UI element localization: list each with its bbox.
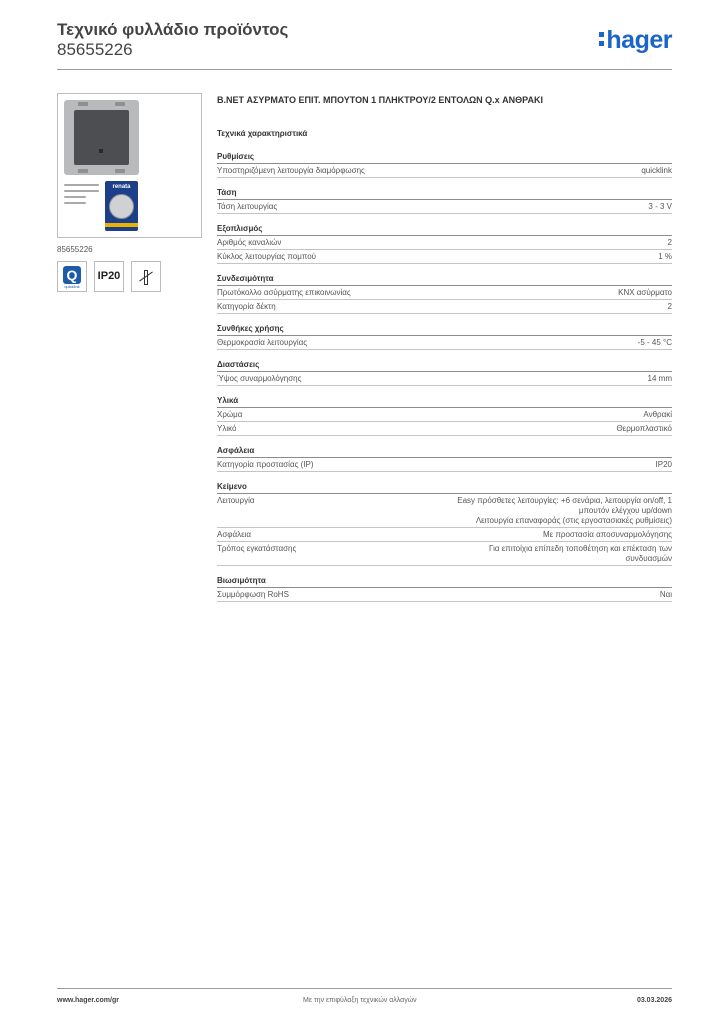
document-title: Τεχνικό φυλλάδιο προϊόντος xyxy=(57,20,289,39)
spec-label: Ύψος συναρμολόγησης xyxy=(217,374,302,383)
specs-title: Τεχνικά χαρακτηριστικά xyxy=(217,129,308,138)
spec-value xyxy=(618,288,672,298)
spec-sections xyxy=(217,151,672,602)
spec-label: Κατηγορία προστασίας (IP) xyxy=(217,460,314,469)
spec-value xyxy=(648,374,672,384)
spec-section xyxy=(217,575,672,602)
spec-section xyxy=(217,187,672,214)
spec-value-line: Easy πρόσθετες λειτουργίες: +6 σενάρια, λειτουργία on/off, 1 xyxy=(457,496,672,505)
spec-label: Πρωτόκολλο ασύρματης επικοινωνίας xyxy=(217,288,351,297)
spec-label: Χρώμα xyxy=(217,410,243,419)
spec-value-line: KNX ασύρματο xyxy=(618,288,672,297)
spec-value-line: 2 xyxy=(667,238,672,247)
logo-dots-icon xyxy=(599,32,604,50)
spec-value-line: Για επιτοίχια επίπεδη τοποθέτηση και επέκταση των xyxy=(489,544,672,553)
spec-value xyxy=(457,496,672,526)
spec-value-line: 3 - 3 V xyxy=(648,202,672,211)
product-code-label: 85655226 xyxy=(57,245,93,254)
spec-section-title: Υλικά xyxy=(217,395,672,408)
spec-section-title: Βιωσιμότητα xyxy=(217,575,672,588)
spec-section xyxy=(217,481,672,566)
footer-date: 03.03.2026 xyxy=(636,997,672,1004)
surface-mount-icon xyxy=(131,261,161,292)
spec-row xyxy=(217,200,672,214)
spec-value xyxy=(660,590,672,600)
spec-row xyxy=(217,250,672,264)
ip20-badge: IP20 xyxy=(94,261,124,292)
spec-value-line: 2 xyxy=(667,302,672,311)
spec-value-line: 14 mm xyxy=(647,374,672,383)
spec-label: Λειτουργία xyxy=(217,496,255,505)
spec-section-title: Εξοπλισμός xyxy=(217,223,672,236)
spec-row xyxy=(217,286,672,300)
spec-value xyxy=(656,460,672,470)
spec-value xyxy=(658,252,672,262)
quicklink-badge xyxy=(57,261,87,292)
spec-value-line: 1 % xyxy=(658,252,672,261)
spec-label: Υλικό xyxy=(217,424,237,433)
spec-section-title: Ρυθμίσεις xyxy=(217,151,672,164)
spec-row xyxy=(217,164,672,178)
quicklink-caption: quicklink xyxy=(64,284,80,289)
spec-value xyxy=(641,166,672,176)
product-name: B.NET ΑΣΥΡΜΑΤΟ ΕΠΙΤ. ΜΠΟΥΤΟΝ 1 ΠΛΗΚΤΡΟΥ/2 ΕΝΤΟΛΩΝ Q.x ΑΝΘΡΑΚΙ xyxy=(217,95,544,105)
spec-value xyxy=(489,544,672,564)
spec-value xyxy=(643,410,672,420)
switch-plate xyxy=(64,100,139,175)
spec-row xyxy=(217,528,672,542)
spec-row xyxy=(217,408,672,422)
document-footer xyxy=(57,988,672,1008)
spec-value xyxy=(616,424,672,434)
spec-label: Ασφάλεια xyxy=(217,530,252,539)
led-indicator xyxy=(99,149,103,153)
spec-label: Τάση λειτουργίας xyxy=(217,202,278,211)
spec-section-title: Τάση xyxy=(217,187,672,200)
spec-row xyxy=(217,300,672,314)
spec-section xyxy=(217,273,672,314)
spec-row xyxy=(217,542,672,566)
spec-label: Κύκλος λειτουργίας πομπού xyxy=(217,252,317,261)
coin-battery-icon xyxy=(109,194,134,219)
spec-row xyxy=(217,372,672,386)
battery-brand: renata xyxy=(112,184,131,190)
spec-label: Αριθμός καναλιών xyxy=(217,238,282,247)
spec-value xyxy=(543,530,672,540)
spec-value xyxy=(668,302,672,312)
spec-value-line: Ανθρακί xyxy=(643,410,672,419)
spec-row xyxy=(217,422,672,436)
spec-value-line: συνδυασμών xyxy=(625,554,672,563)
spec-label: Συμμόρφωση RoHS xyxy=(217,590,289,599)
footer-website[interactable]: www.hager.com/gr xyxy=(57,997,119,1004)
spec-label: Θερμοκρασία λειτουργίας xyxy=(217,338,308,347)
spec-value-line: Με προστασία αποσυναρμολόγησης xyxy=(542,530,672,539)
product-image xyxy=(57,93,202,238)
spec-label: Κατηγορία δέκτη xyxy=(217,302,276,311)
spec-value xyxy=(638,338,672,348)
spec-section xyxy=(217,445,672,472)
document-code: 85655226 xyxy=(57,40,133,59)
logo-text: hager xyxy=(606,26,672,54)
spec-value-line: Λειτουργία επαναφοράς (στις εργοστασιακές ρυθμίσεις) xyxy=(475,516,672,525)
spec-value-line: Θερμοπλαστικό xyxy=(616,424,672,433)
spec-value xyxy=(668,238,672,248)
feature-badges xyxy=(57,261,202,293)
spec-value-line: quicklink xyxy=(641,166,672,175)
spec-value-line: IP20 xyxy=(655,460,672,469)
spec-row xyxy=(217,236,672,250)
spec-section-title: Κείμενο xyxy=(217,481,672,494)
specs-column xyxy=(217,94,672,611)
spec-value-line: Ναι xyxy=(659,590,672,599)
spec-row xyxy=(217,458,672,472)
spec-row xyxy=(217,494,672,528)
spec-section xyxy=(217,359,672,386)
spec-section-title: Συνθήκες χρήσης xyxy=(217,323,672,336)
footer-note: Με την επιφύλαξη τεχνικών αλλαγών xyxy=(303,997,417,1004)
spec-section xyxy=(217,151,672,178)
spec-section-title: Διαστάσεις xyxy=(217,359,672,372)
spec-label: Τρόπος εγκατάστασης xyxy=(217,544,297,553)
switch-rocker xyxy=(74,110,129,165)
spec-value-line: μπουτόν ελέγχου up/down xyxy=(578,506,672,515)
screws-icon xyxy=(64,184,99,208)
spec-label: Υποστηριζόμενη λειτουργία διαμόρφωσης xyxy=(217,166,365,175)
spec-row xyxy=(217,588,672,602)
battery-pack xyxy=(105,181,138,231)
spec-section xyxy=(217,223,672,264)
spec-row xyxy=(217,336,672,350)
product-image-column xyxy=(57,93,202,293)
spec-section-title: Συνδεσιμότητα xyxy=(217,273,672,286)
spec-section-title: Ασφάλεια xyxy=(217,445,672,458)
quicklink-icon: Q xyxy=(63,266,81,284)
spec-section xyxy=(217,395,672,436)
document-header xyxy=(57,20,672,70)
spec-value xyxy=(648,202,672,212)
spec-section xyxy=(217,323,672,350)
hager-logo xyxy=(599,26,672,55)
spec-value-line: -5 - 45 °C xyxy=(637,338,672,347)
